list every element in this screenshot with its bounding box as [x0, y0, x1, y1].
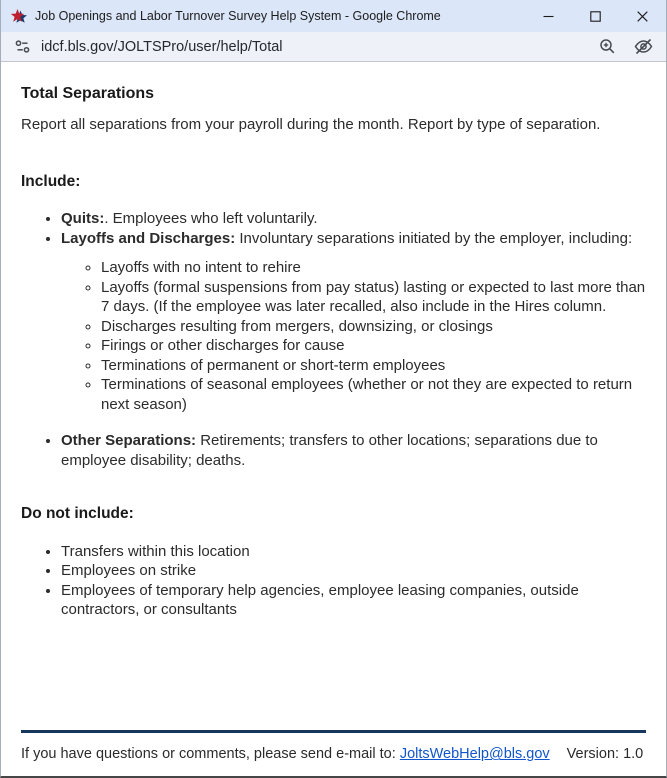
term-label: Layoffs and Discharges:	[61, 229, 236, 247]
term-text: . Employees who left voluntarily.	[104, 210, 318, 228]
sub-list-item: ◦ Discharges resulting from mergers, downsizing, or closings	[101, 317, 646, 337]
exclude-heading: Do not include:	[21, 505, 134, 523]
list-item: • Employees on strike	[61, 561, 646, 581]
zoom-in-icon[interactable]	[596, 36, 618, 58]
window-controls	[525, 0, 666, 32]
title-bar	[1, 0, 666, 32]
sub-list-item: ◦ Firings or other discharges for cause	[101, 336, 646, 356]
version-label: Version: 1.0	[566, 746, 644, 763]
list-item-other-separations	[61, 431, 646, 470]
term-text: Retirements; transfers to other locations; separations due to employee disability; deaths.	[61, 432, 598, 469]
minimize-button[interactable]	[525, 0, 572, 32]
address-bar	[1, 32, 666, 62]
list-item: • Employees of temporary help agencies, employee leasing companies, outside contractors, or consultants	[61, 581, 646, 620]
close-button[interactable]	[619, 0, 666, 32]
list-item-layoffs	[61, 229, 646, 415]
term-label: Quits:	[61, 210, 105, 228]
sub-list-item: ◦ Terminations of seasonal employees (whether or not they are expected to return next season)	[101, 375, 646, 414]
help-page-content	[1, 62, 666, 776]
term-text: Involuntary separations initiated by the employer, including:	[235, 229, 633, 247]
email-link[interactable]: JoltsWebHelp@bls.gov	[399, 746, 550, 763]
layoff-sublist	[61, 258, 646, 414]
sub-list-item: ◦ Terminations of permanent or short-term employees	[101, 356, 646, 376]
footer-text-line	[21, 745, 646, 764]
eye-off-icon[interactable]	[632, 36, 654, 58]
intro-paragraph: Report all separations from your payroll during the month. Report by type of separation.	[21, 115, 601, 133]
footer-text: If you have questions or comments, please send e-mail to:	[21, 746, 400, 763]
page-title: Total Separations	[21, 85, 155, 102]
term-label: Other Separations:	[61, 432, 197, 450]
page-footer	[21, 730, 646, 764]
list-item: • Transfers within this location	[61, 542, 646, 562]
sub-list-item: ◦ Layoffs (formal suspensions from pay status) lasting or expected to last more than 7 days. (If the employee was later recalled, also include in the Hires column.	[101, 278, 646, 317]
site-info-tune-icon[interactable]	[13, 38, 31, 56]
close-icon	[637, 11, 648, 22]
maximize-button[interactable]	[572, 0, 619, 32]
minimize-icon	[543, 11, 554, 22]
window-title: Job Openings and Labor Turnover Survey Help System - Google Chrome	[35, 9, 441, 23]
list-item-quits	[61, 209, 646, 229]
exclude-list	[21, 542, 646, 620]
include-list	[21, 209, 646, 470]
sub-list-item: ◦ Layoffs with no intent to rehire	[101, 258, 646, 278]
maximize-icon	[590, 11, 601, 22]
url-text[interactable]: idcf.bls.gov/JOLTSPro/user/help/Total	[41, 38, 283, 55]
bls-star-icon	[10, 8, 27, 25]
footer-divider	[21, 730, 646, 733]
include-heading: Include:	[21, 173, 81, 191]
